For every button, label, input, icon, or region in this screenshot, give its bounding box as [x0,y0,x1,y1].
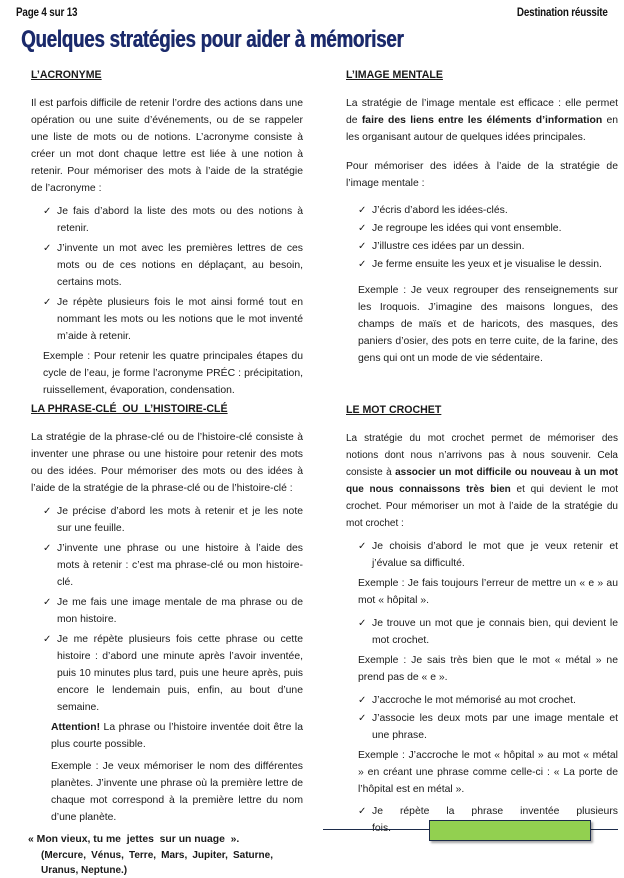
section-mot-crochet [346,402,618,840]
section-title: L’IMAGE MENTALE [346,69,443,81]
step-list [31,503,303,716]
list-item [358,710,618,744]
step-list [346,202,618,273]
page-number: Page 4 sur 13 [16,5,78,19]
section-phrase-cle [28,401,303,878]
step-list [346,538,618,572]
step-text: Je me fais une image mentale de ma phrase ou de mon histoire. [57,597,303,625]
list-item [43,240,303,291]
list-item [43,594,303,628]
list-item [43,540,303,591]
checkmark-icon: ✓ [43,543,52,554]
step-list [346,692,618,744]
step-text: Je regroupe les idées qui vont ensemble. [372,223,562,234]
step-list [346,615,618,649]
section-title: LE MOT CROCHET [346,404,442,416]
section-acronyme [31,67,303,399]
example-text: Exemple : Je veux mémoriser le nom des différentes planètes. J’invente une phrase où la première lettre de chaque mot correspond à la première lettre du nom d’une planète. [51,761,303,823]
step-text: J’associe les deux mots par une image mentale et une phrase. [372,713,618,741]
attention-note [31,719,303,753]
checkmark-icon: ✓ [43,243,52,254]
series-name: Destination réussite [517,5,608,19]
footer-accent-box [429,820,591,841]
step-text: Je trouve un mot que je connais bien, qui devient le mot crochet. [372,618,618,646]
attention-label: Attention! [51,722,101,733]
list-item [358,538,618,572]
checkmark-icon: ✓ [358,713,367,724]
list-item [358,615,618,649]
checkmark-icon: ✓ [43,634,52,645]
checkmark-icon: ✓ [358,241,367,252]
attention-text: La phrase ou l’histoire inventée doit être la plus courte possible. [51,722,303,750]
step-text: J’écris d’abord les idées-clés. [372,205,508,216]
checkmark-icon: ✓ [358,695,367,706]
step-text: Je choisis d’abord le mot que je veux retenir et j’évalue sa difficulté. [372,541,618,569]
list-item [358,256,618,273]
example-text: Exemple : Je fais toujours l’erreur de mettre un « e » au mot « hôpital ». [358,578,618,606]
section-intro: Il est parfois difficile de retenir l’ordre des actions dans une opération ou une suite d’événements, ou de se rappeler une liste de mots ou de notions. L’acronyme consiste à créer un mot dont chaque lettre est liée à une notion à retenir. Pour mémoriser des mots à l’aide de la stratégie de l’acronyme : [31,98,303,194]
checkmark-icon: ✓ [358,259,367,270]
example-text: Exemple : Je sais très bien que le mot « métal » ne prend pas de « e ». [358,655,618,683]
intro-text: La stratégie du mot crochet permet de mémoriser des notions dont nous n’arrivons pas à nous souvenir. Cela consiste à [346,433,618,478]
planet-list: (Mercure, Vénus, Terre, Mars, Jupiter, Saturne, Uranus, Neptune.) [41,850,273,876]
example-text: Exemple : J’accroche le mot « hôpital » au mot « métal » en créant une phrase comme celle-ci : « La porte de l’hôpital est en métal ». [358,750,618,795]
section-intro [346,95,618,146]
step-text: Je répète plusieurs fois le mot ainsi formé tout en nommant les mots ou les notions que le mot inventé m’aide à retenir. [57,297,303,342]
checkmark-icon: ✓ [43,597,52,608]
checkmark-icon: ✓ [358,541,367,552]
step-text: J’invente un mot avec les premières lettres de ces mots ou de ces notions en déplaçant, au besoin, certains mots. [57,243,303,288]
step-text: Je fais d’abord la liste des mots ou des notions à retenir. [57,206,303,234]
checkmark-icon: ✓ [43,506,52,517]
section-lead: Pour mémoriser des idées à l’aide de la stratégie de l’image mentale : [346,161,618,189]
checkmark-icon: ✓ [358,223,367,234]
list-item [43,631,303,716]
section-image-mentale [346,67,618,367]
checkmark-icon: ✓ [358,618,367,629]
list-item [43,203,303,237]
list-item [358,220,618,237]
step-text: J’accroche le mot mémorisé au mot crochet. [372,695,576,706]
list-item [358,238,618,255]
intro-text: et qui devient le mot crochet. Pour mémoriser un mot à l’aide de la stratégie du mot crochet : [346,484,619,529]
checkmark-icon: ✓ [358,806,367,817]
list-item [358,692,618,709]
intro-text: La stratégie de l’image mentale est efficace : elle permet de [346,98,618,126]
step-text: Je me répète plusieurs fois cette phrase ou cette histoire : d’abord une minute après l’avoir inventée, puis 10 minutes plus tard, puis une heure après, puis encore le lendemain puis, enfin, au bout d’une semaine. [57,634,303,713]
list-item [43,503,303,537]
checkmark-icon: ✓ [43,297,52,308]
intro-text: en les organisant autour de quelques idées principales. [346,115,619,143]
section-title: L’ACRONYME [31,69,102,81]
step-text: Je précise d’abord les mots à retenir et je les note sur une feuille. [57,506,303,534]
example-text: Exemple : Je veux regrouper des renseignements sur les Iroquois. J’imagine des maisons longues, des champs de maïs et de haricots, des masques, des paniers d’osier, des pots en terre cuite, de la farine, des gens qui ont un mode de vie sédentaire. [358,285,618,364]
section-intro [346,430,618,532]
step-list [31,203,303,345]
checkmark-icon: ✓ [43,206,52,217]
step-text: J’invente une phrase ou une histoire à l’aide des mots à retenir : c’est ma phrase-clé ou mon histoire-clé. [57,543,303,588]
section-title: LA PHRASE-CLÉ OU L’HISTOIRE-CLÉ [31,403,228,415]
intro-emphasis: faire des liens entre les éléments d’information [361,115,603,126]
page-title: Quelques stratégies pour aider à mémoriser [21,26,404,53]
section-intro: La stratégie de la phrase-clé ou de l’histoire-clé consiste à inventer une phrase ou une histoire pour retenir des mots ou des idées. Pour mémoriser des mots ou des idées à l’aide de la stratégie de la phrase-clé ou de l’histoire-clé : [31,432,303,494]
list-item [43,294,303,345]
list-item [358,202,618,219]
step-text: J’illustre ces idées par un dessin. [372,241,525,252]
step-text: Je répète la phrase inventée plusieurs [372,806,618,817]
mnemonic-quote: « Mon vieux, tu me jettes sur un nuage ». [28,834,240,845]
intro-emphasis: associer un mot difficile ou nouveau à un mot que nous connaissons très bien [346,467,618,495]
example-text: Exemple : Pour retenir les quatre principales étapes du cycle de l’eau, je forme l’acronyme PRÉC : précipitation, ruissellement, évaporation, condensation. [43,351,303,396]
step-text: Je ferme ensuite les yeux et je visualise le dessin. [372,259,602,270]
checkmark-icon: ✓ [358,205,367,216]
